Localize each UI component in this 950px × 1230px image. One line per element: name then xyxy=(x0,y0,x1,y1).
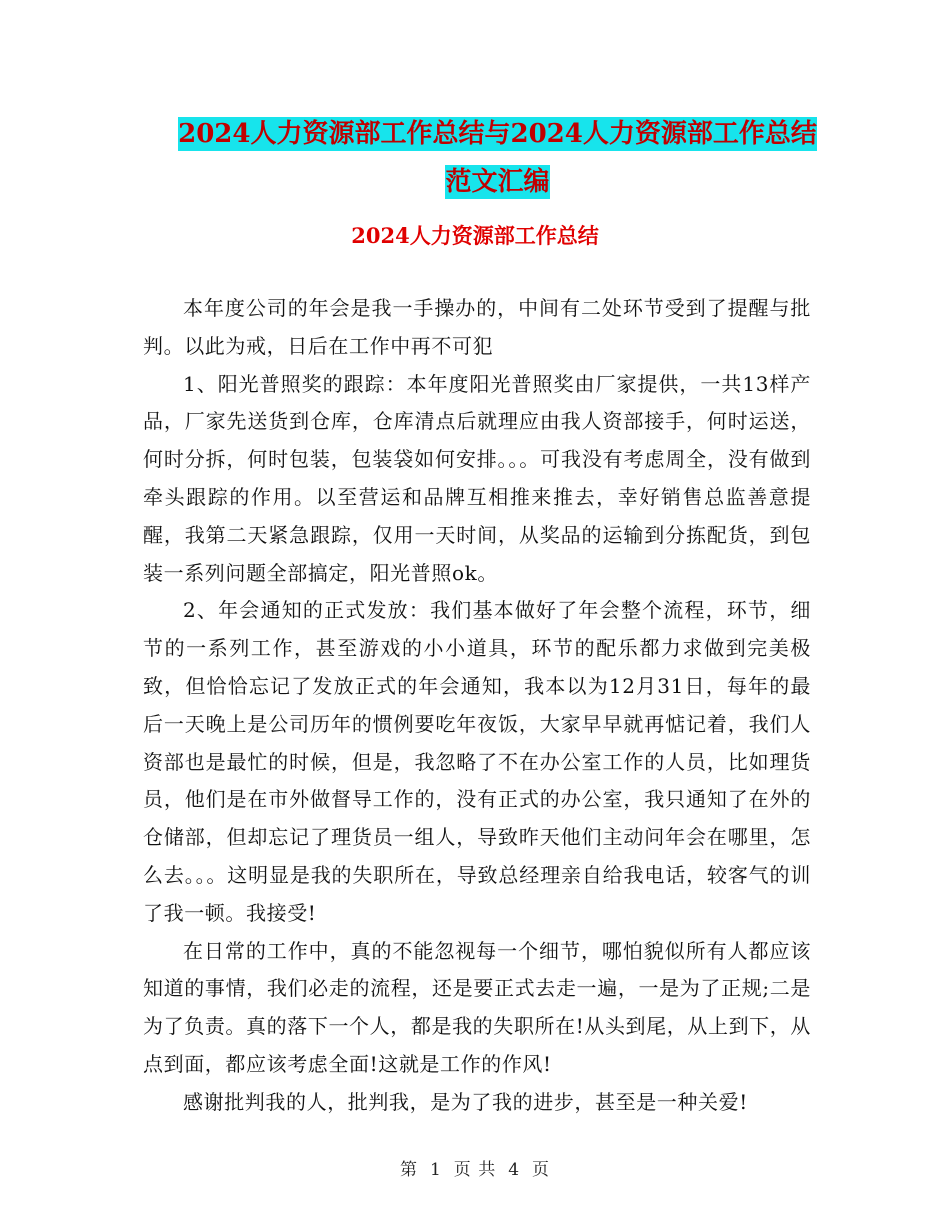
document-body xyxy=(143,290,811,1122)
paragraph-item-1: 1、阳光普照奖的跟踪：本年度阳光普照奖由厂家提供，一共13样产品，厂家先送货到仓库，仓库清点后就理应由我人资部接手，何时运送，何时分拆，何时包装，包装袋如何安排。。。可我没有考虑周全，没有做到牵头跟踪的作用。以至营运和品牌互相推来推去，幸好销售总监善意提醒，我第二天紧急跟踪，仅用一天时间，从奖品的运输到分拣配货，到包装一系列问题全部搞定，阳光普照ok。 xyxy=(143,371,811,585)
footer-page-total: 4 xyxy=(508,1160,521,1180)
document-title-line2: 范文汇编 xyxy=(445,167,550,197)
footer-suffix: 页 xyxy=(532,1160,551,1180)
paragraph-intro: 本年度公司的年会是我一手操办的，中间有二处环节受到了提醒与批判。以此为戒，日后在工作中再不可犯 xyxy=(143,296,811,358)
paragraph-thanks: 感谢批判我的人，批判我，是为了我的进步，甚至是一种关爱! xyxy=(183,1089,748,1114)
document-title-line1: 2024人力资源部工作总结与2024人力资源部工作总结 xyxy=(178,119,817,149)
paragraph-reflection: 在日常的工作中，真的不能忽视每一个细节，哪怕貌似所有人都应该知道的事情，我们必走的流程，还是要正式去走一遍，一是为了正规;二是为了负责。真的落下一个人，都是我的失职所在!从头到尾，从上到下，从点到面，都应该考虑全面!这就是工作的作风! xyxy=(143,938,811,1076)
paragraph-item-2: 2、年会通知的正式发放：我们基本做好了年会整个流程，环节，细节的一系列工作，甚至游戏的小小道具，环节的配乐都力求做到完美极致，但恰恰忘记了发放正式的年会通知，我本以为12月31日，每年的最后一天晚上是公司历年的惯例要吃年夜饭，大家早早就再惦记着，我们人资部也是最忙的时候，但是，我忽略了不在办公室工作的人员，比如理货员，他们是在市外做督导工作的，没有正式的办公室，我只通知了在外的仓储部，但却忘记了理货员一组人，导致昨天他们主动问年会在哪里，怎么去。。。这明显是我的失职所在，导致总经理亲自给我电话，较客气的训了我一顿。我接受! xyxy=(143,598,811,925)
section-title: 2024人力资源部工作总结 xyxy=(351,223,599,248)
footer-page-current: 1 xyxy=(429,1160,442,1180)
document-title xyxy=(140,110,855,206)
footer-prefix: 第 xyxy=(399,1160,418,1180)
page-footer xyxy=(0,1155,950,1180)
footer-middle: 页 共 xyxy=(453,1160,497,1180)
